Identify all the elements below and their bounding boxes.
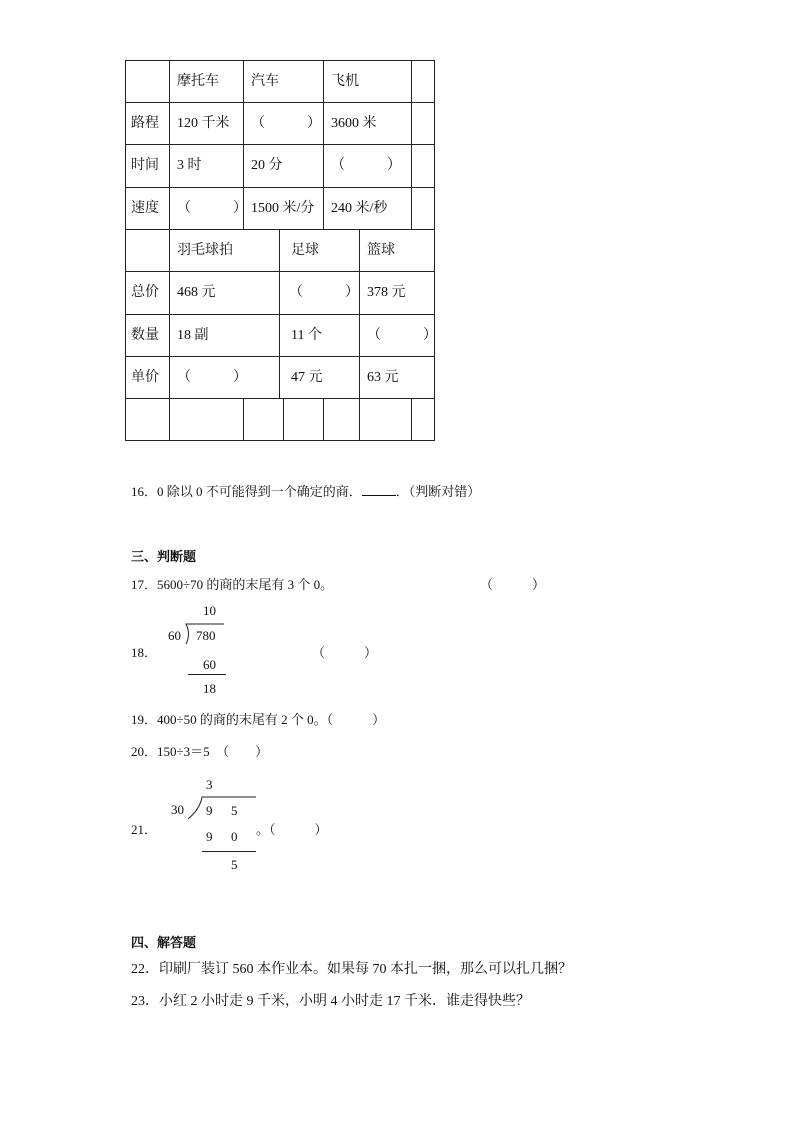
table1-cell: （ ） (251, 116, 321, 131)
table-line (125, 60, 434, 61)
q18-remainder: 18 (203, 681, 216, 696)
table-line (359, 229, 360, 398)
table1-row-label: 路程 (131, 116, 159, 131)
question-19: 19．400÷50 的商的末尾有 2 个 0。（ ） (131, 712, 386, 727)
table2-header-football: 足球 (291, 243, 319, 258)
q18-quotient: 10 (203, 603, 216, 618)
q17-text: 17．5600÷70 的商的末尾有 3 个 0。 (131, 577, 334, 592)
table1-row-label: 速度 (131, 201, 159, 216)
q16-answer-blank[interactable] (362, 483, 396, 496)
q21-division-bracket (186, 795, 258, 821)
table1-cell: 3 时 (177, 158, 202, 173)
table1-cell: （ ） (177, 201, 247, 216)
table1-cell: 120 千米 (177, 116, 230, 131)
table-line (125, 102, 434, 103)
q16-suffix: ．（判断对错） (395, 484, 481, 499)
table-line (434, 60, 435, 441)
table2-row-label: 单价 (131, 370, 159, 385)
table-line (169, 60, 170, 441)
table-line (411, 60, 412, 229)
table-line (359, 398, 360, 440)
table2-row-label: 数量 (131, 328, 159, 343)
table-line (323, 398, 324, 440)
q16-text: 16．0 除以 0 不可能得到一个确定的商． (131, 484, 362, 499)
question-16 (131, 481, 480, 500)
table2-header-racket: 羽毛球拍 (177, 243, 233, 258)
table-line (243, 398, 244, 440)
table1-row-label: 时间 (131, 158, 159, 173)
q21-answer-paren[interactable]: 。（ ） (256, 822, 328, 837)
section-3-title: 三、判断题 (131, 550, 197, 565)
q18-divisor: 60 (168, 628, 181, 643)
table2-cell: （ ） (367, 328, 437, 343)
table1-cell: 20 分 (251, 158, 283, 173)
q17-answer-paren[interactable]: （ ） (480, 577, 546, 592)
q21-quotient: 3 (206, 777, 213, 792)
table-line (125, 440, 434, 441)
q21-remainder: 5 (231, 857, 238, 872)
table-line (411, 398, 412, 440)
table1-cell: 240 米/秒 (331, 201, 388, 216)
q18-dividend: 780 (196, 628, 216, 643)
q18-product: 60 (203, 657, 216, 672)
table2-cell: 11 个 (291, 328, 322, 343)
table2-cell: （ ） (177, 370, 247, 385)
table-line (125, 398, 434, 399)
table1-header-car: 汽车 (251, 74, 279, 89)
table2-cell: 63 元 (367, 370, 399, 385)
table-line (279, 229, 280, 398)
q21-divisor: 30 (171, 802, 184, 817)
q18-subtract-line (188, 674, 226, 675)
table2-row-label: 总价 (131, 285, 159, 300)
q21-dividend-digit-2: 5 (231, 803, 238, 818)
table2-cell: 378 元 (367, 285, 406, 300)
question-22: 22．印刷厂装订 560 本作业本。如果每 70 本扎一捆，那么可以扎几捆？ (131, 962, 572, 977)
table-line (125, 187, 434, 188)
q21-number: 21． (131, 822, 158, 837)
table-line (323, 60, 324, 229)
table1-cell: 1500 米/分 (251, 201, 315, 216)
q21-subtract-line (202, 851, 256, 852)
table1-header-plane: 飞机 (331, 74, 359, 89)
table1-cell: 3600 米 (331, 116, 377, 131)
table-line (125, 144, 434, 145)
q21-product-digit-1: 9 (206, 829, 213, 844)
table1-cell: （ ） (331, 158, 401, 173)
table2-cell: 18 副 (177, 328, 209, 343)
q18-number: 18． (131, 645, 158, 660)
q18-answer-paren[interactable]: （ ） (312, 645, 378, 660)
table2-cell: （ ） (289, 285, 359, 300)
table-line (125, 60, 126, 441)
table2-cell: 468 元 (177, 285, 216, 300)
question-17 (131, 574, 333, 593)
section-4-title: 四、解答题 (131, 936, 197, 951)
question-23: 23．小红 2 小时走 9 千米，小明 4 小时走 17 千米．谁走得快些？ (131, 994, 530, 1009)
table-line (283, 398, 284, 440)
table2-header-basketball: 篮球 (367, 243, 395, 258)
table1-header-motorcycle: 摩托车 (177, 74, 219, 89)
q21-product-digit-2: 0 (231, 829, 238, 844)
question-20: 20．150÷3＝5 （ ） (131, 744, 269, 759)
table2-cell: 47 元 (291, 370, 323, 385)
q21-dividend-digit-1: 9 (206, 803, 213, 818)
